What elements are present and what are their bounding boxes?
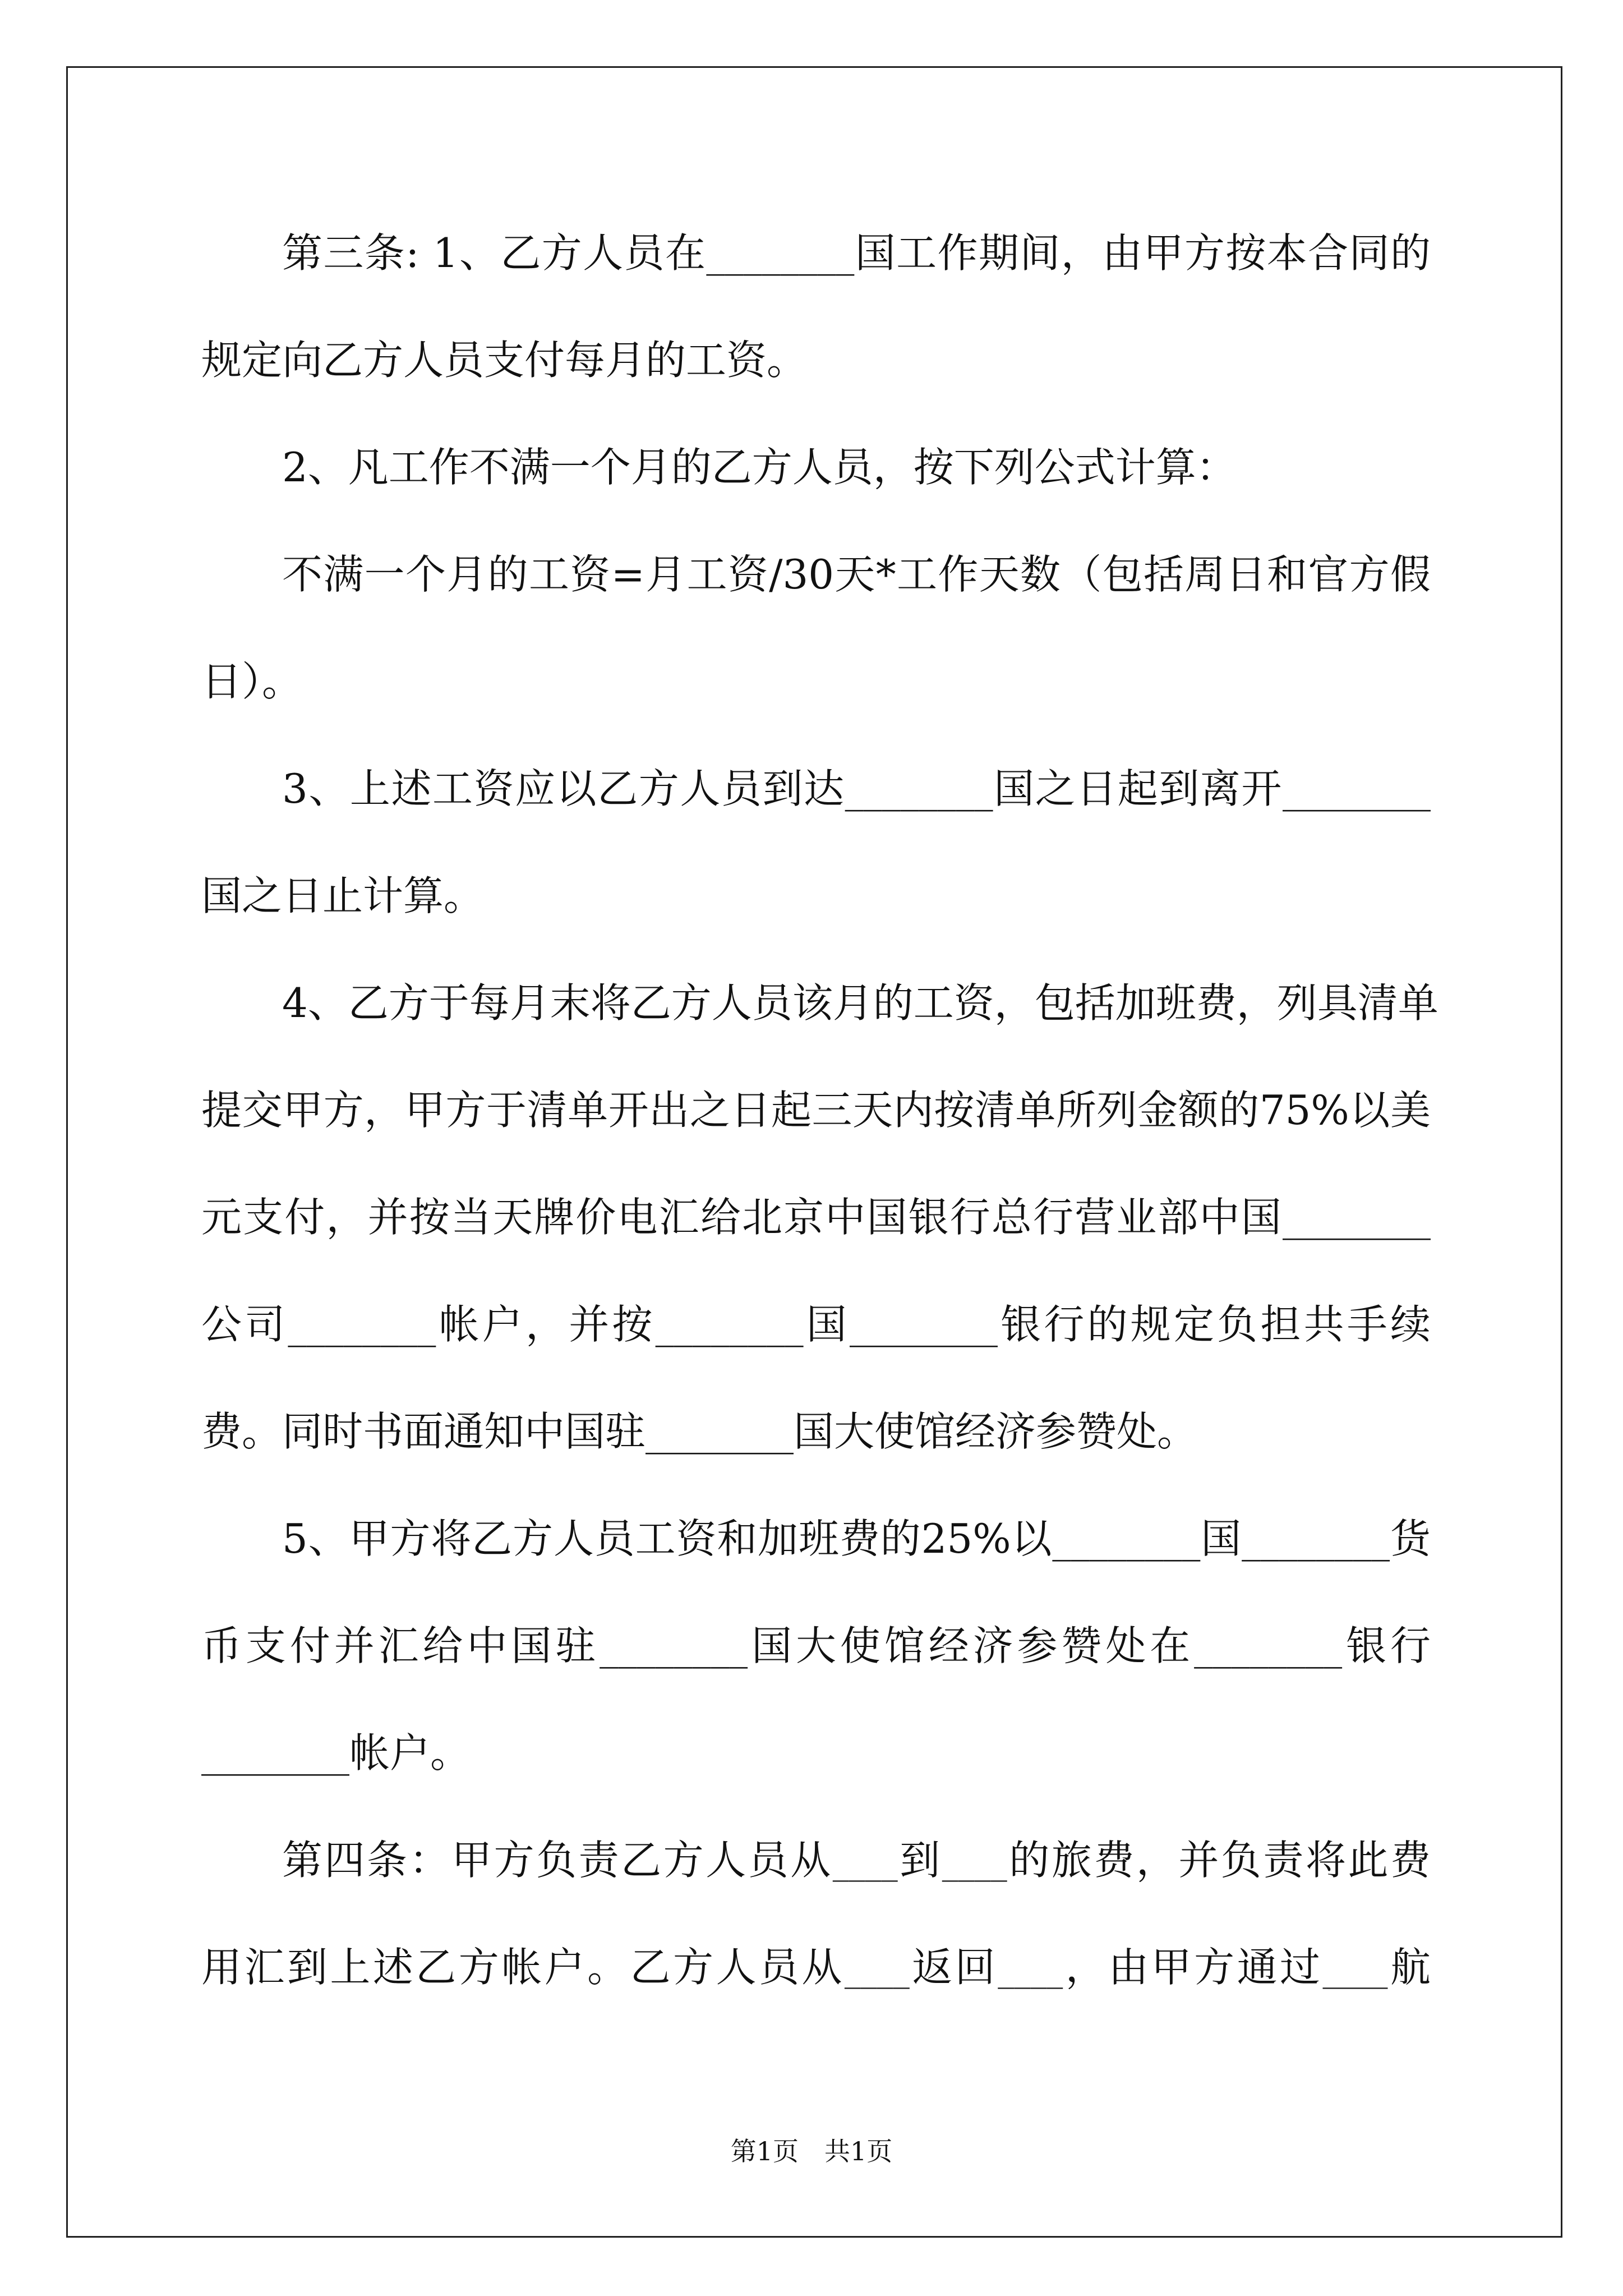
text-line (201, 628, 1431, 735)
text-segment: 公司 (201, 1301, 288, 1348)
document-body (201, 200, 1438, 2021)
fill-in-blank: ________ (1283, 769, 1431, 812)
text-segment: 航 (1387, 1944, 1431, 1991)
text-line (201, 1485, 1431, 1593)
text-segment: 币支付并汇给中国驻 (201, 1622, 600, 1669)
text-segment: 帐户，并按 (436, 1301, 656, 1348)
text-segment: 国大使馆经济参赞处在 (748, 1622, 1195, 1669)
text-segment: 费。同时书面通知中国驻 (201, 1408, 646, 1455)
text-segment: 国 (803, 1301, 850, 1348)
fill-in-blank: ________ (1052, 1519, 1201, 1562)
text-segment: 的旅费，并负责将此费 (1007, 1837, 1431, 1884)
text-segment: ，由甲方通过 (1063, 1944, 1323, 1991)
text-line (201, 1057, 1431, 1164)
fill-in-blank: ________ (1242, 1519, 1390, 1562)
text-segment: 5、甲方将乙方人员工资和加班费的25%以 (282, 1515, 1053, 1562)
fill-in-blank: ________ (706, 233, 855, 276)
fill-in-blank: ________ (600, 1626, 748, 1669)
text-segment: 用汇到上述乙方帐户。乙方人员从 (201, 1944, 845, 1991)
text-segment: 银行的规定负担共手续 (998, 1301, 1431, 1348)
text-segment: 国工作期间，由甲方按本合同的 (854, 229, 1431, 277)
text-segment: 提交甲方，甲方于清单开出之日起三天内按清单所列金额的75%以美 (201, 1087, 1431, 1134)
text-segment: 返回 (909, 1944, 998, 1991)
fill-in-blank: ________ (845, 769, 993, 812)
text-line (201, 1271, 1431, 1378)
text-line (201, 843, 1431, 950)
page-footer: 第1页 共1页 (730, 2136, 893, 2166)
text-segment: 第四条：甲方负责乙方人员从 (282, 1837, 833, 1884)
text-segment: 帐户。 (349, 1729, 471, 1777)
text-line (201, 414, 1431, 521)
fill-in-blank: ____ (998, 1951, 1063, 1989)
text-segment: 2、凡工作不满一个月的乙方人员，按下列公式计算： (282, 444, 1237, 491)
text-segment: 3、上述工资应以乙方人员到达 (282, 765, 845, 812)
text-line (201, 521, 1431, 628)
text-line (201, 1378, 1431, 1485)
text-line (201, 307, 1431, 414)
text-segment: 到 (897, 1837, 942, 1884)
fill-in-blank: ________ (1194, 1626, 1343, 1669)
text-line (201, 1807, 1431, 1914)
fill-in-blank: ____ (832, 1844, 898, 1882)
text-line (201, 735, 1431, 843)
fill-in-blank: ________ (1283, 1197, 1431, 1240)
text-line (201, 950, 1438, 1057)
text-segment: 国 (1200, 1515, 1242, 1562)
text-line (201, 200, 1431, 307)
text-segment: 国之日起到离开 (993, 765, 1283, 812)
text-segment: 国之日止计算。 (201, 872, 485, 919)
text-segment: 国大使馆经济参赞处。 (794, 1408, 1198, 1455)
text-segment: 第三条: 1、乙方人员在 (282, 229, 707, 277)
fill-in-blank: ________ (645, 1411, 794, 1455)
text-line (201, 1914, 1431, 2021)
text-segment: 元支付，并按当天牌价电汇给北京中国银行总行营业部中国 (201, 1194, 1283, 1241)
text-segment: 4、乙方于每月末将乙方人员该月的工资，包括加班费，列具清单 (282, 979, 1438, 1027)
text-line (201, 1593, 1431, 1700)
fill-in-blank: ________ (288, 1304, 436, 1347)
text-segment: 不满一个月的工资=月工资/30天*工作天数（包括周日和官方假 (282, 551, 1431, 598)
text-line (201, 1700, 1431, 1807)
fill-in-blank: ____ (1322, 1951, 1388, 1989)
fill-in-blank: ________ (655, 1304, 804, 1347)
fill-in-blank: ________ (850, 1304, 998, 1347)
text-line (201, 1164, 1431, 1271)
text-segment: 货 (1390, 1515, 1431, 1562)
text-segment: 规定向乙方人员支付每月的工资。 (201, 337, 808, 384)
text-segment: 日）。 (201, 658, 303, 705)
fill-in-blank: ____ (942, 1844, 1007, 1882)
fill-in-blank: ________ (201, 1733, 349, 1776)
text-segment: 银行 (1342, 1622, 1431, 1669)
fill-in-blank: ____ (844, 1951, 910, 1989)
